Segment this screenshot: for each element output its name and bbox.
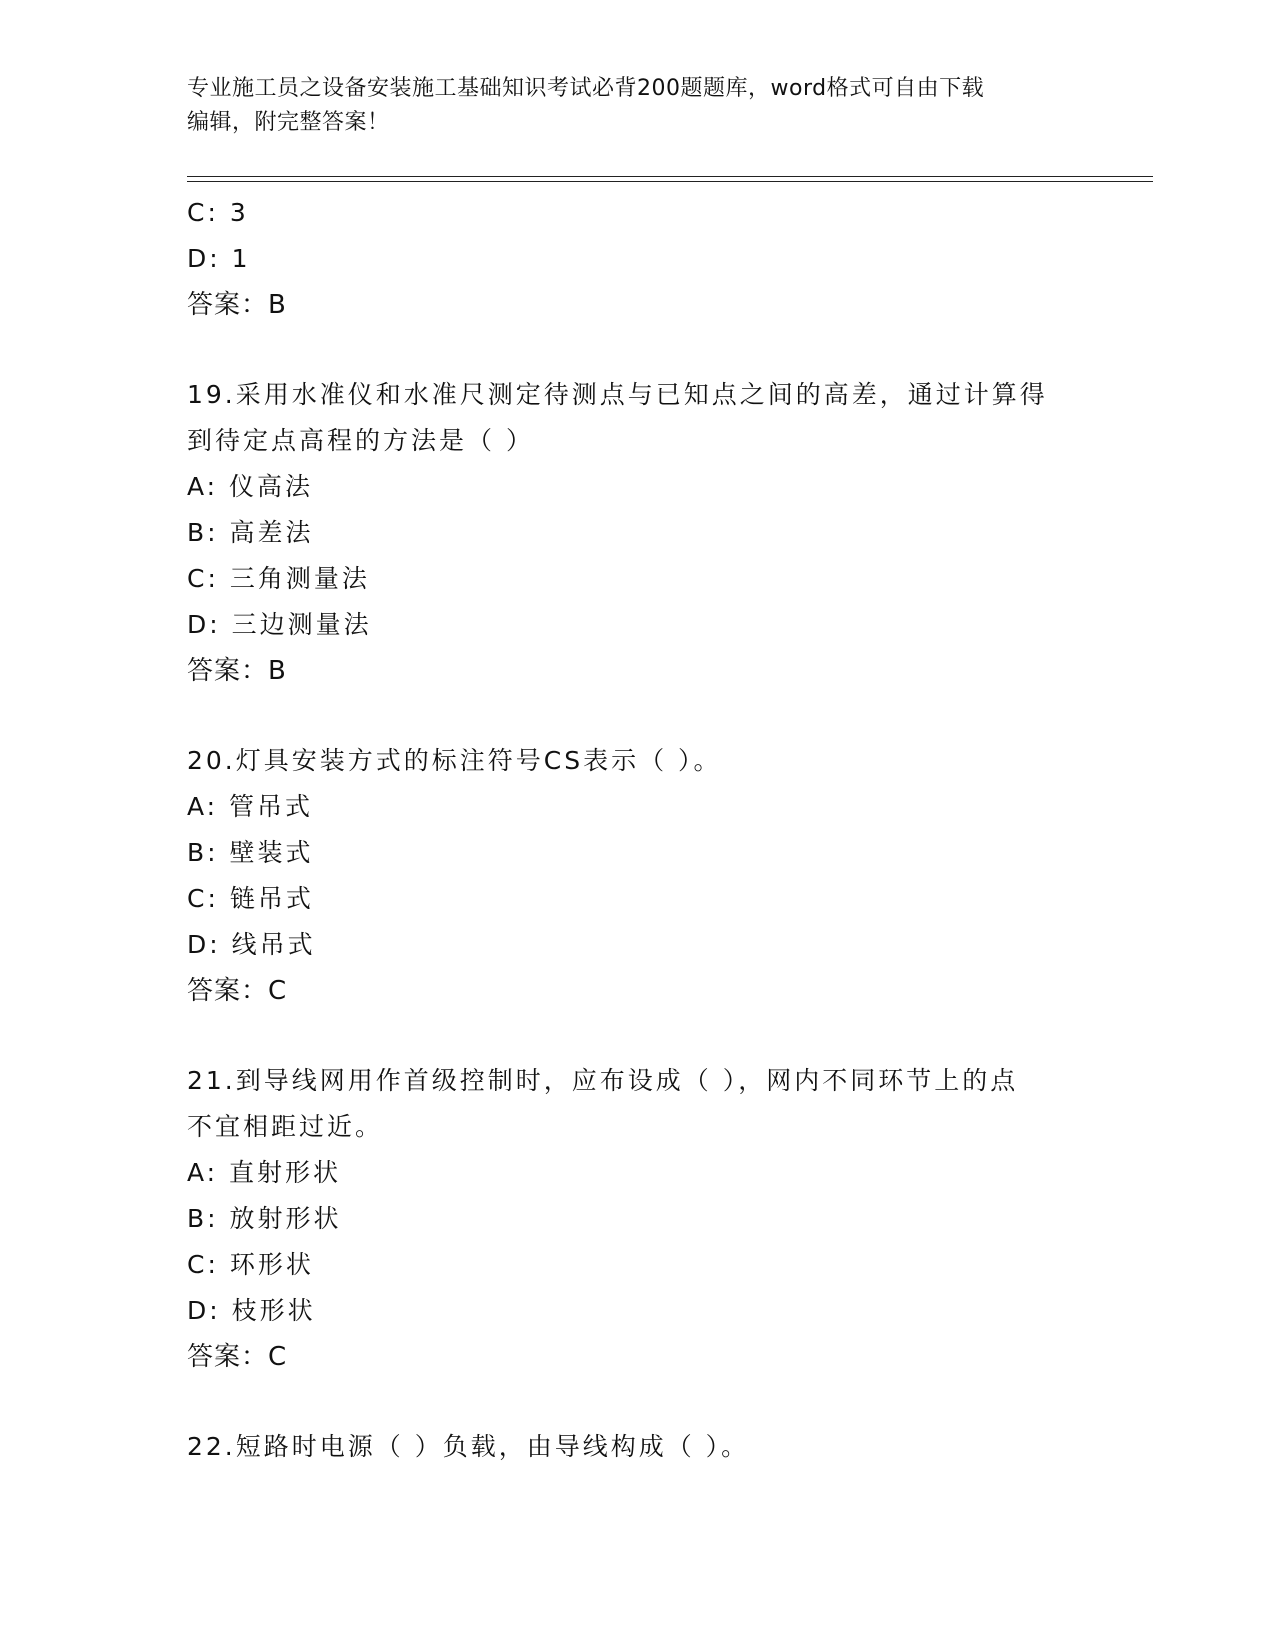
question-20 bbox=[187, 738, 1107, 1014]
option-c: C: 三角测量法 bbox=[187, 564, 370, 593]
option-d: D: 线吊式 bbox=[187, 930, 316, 959]
option-b: B: 高差法 bbox=[187, 518, 314, 547]
question-19 bbox=[187, 372, 1107, 694]
answer-text: 答案：B bbox=[187, 656, 287, 686]
answer-text: 答案：C bbox=[187, 1342, 288, 1372]
option-b: B: 放射形状 bbox=[187, 1204, 342, 1233]
header-line-2: 编辑，附完整答案！ bbox=[187, 110, 390, 135]
answer-text: 答案：B bbox=[187, 290, 287, 320]
spacer bbox=[187, 1380, 1107, 1424]
document-header bbox=[187, 72, 1067, 140]
question-list bbox=[187, 190, 1107, 1470]
option-a: A: 直射形状 bbox=[187, 1158, 342, 1187]
option-d: D: 三边测量法 bbox=[187, 610, 372, 639]
option-a: A: 仪高法 bbox=[187, 472, 314, 501]
question-text-line: 22.短路时电源（ ）负载，由导线构成（ ）。 bbox=[187, 1432, 750, 1461]
question-text-line: 21.到导线网用作首级控制时，应布设成（ ），网内不同环节上的点 bbox=[187, 1066, 1019, 1095]
option-c: C: 链吊式 bbox=[187, 884, 314, 913]
question-text-line: 19.采用水准仪和水准尺测定待测点与已知点之间的高差，通过计算得 bbox=[187, 380, 1048, 409]
option-c: C: 环形状 bbox=[187, 1250, 314, 1279]
spacer bbox=[187, 328, 1107, 372]
question-text-line: 20.灯具安装方式的标注符号CS表示（ ）。 bbox=[187, 746, 722, 775]
option-d: D: 枝形状 bbox=[187, 1296, 316, 1325]
question-text-line: 不宜相距过近。 bbox=[187, 1112, 384, 1141]
answer-text: 答案：C bbox=[187, 976, 288, 1006]
option-a: A: 管吊式 bbox=[187, 792, 314, 821]
option-d: D: 1 bbox=[187, 244, 251, 273]
question-18-tail bbox=[187, 190, 1107, 328]
question-21 bbox=[187, 1058, 1107, 1380]
question-text-line: 到待定点高程的方法是（ ） bbox=[187, 426, 534, 455]
option-c: C: 3 bbox=[187, 198, 249, 227]
option-b: B: 壁装式 bbox=[187, 838, 314, 867]
header-rule-bottom bbox=[187, 181, 1153, 182]
spacer bbox=[187, 1014, 1107, 1058]
header-rule-top bbox=[187, 176, 1153, 177]
spacer bbox=[187, 694, 1107, 738]
question-22 bbox=[187, 1424, 1107, 1470]
header-line-1: 专业施工员之设备安装施工基础知识考试必背200题题库，word格式可自由下载 bbox=[187, 76, 985, 101]
